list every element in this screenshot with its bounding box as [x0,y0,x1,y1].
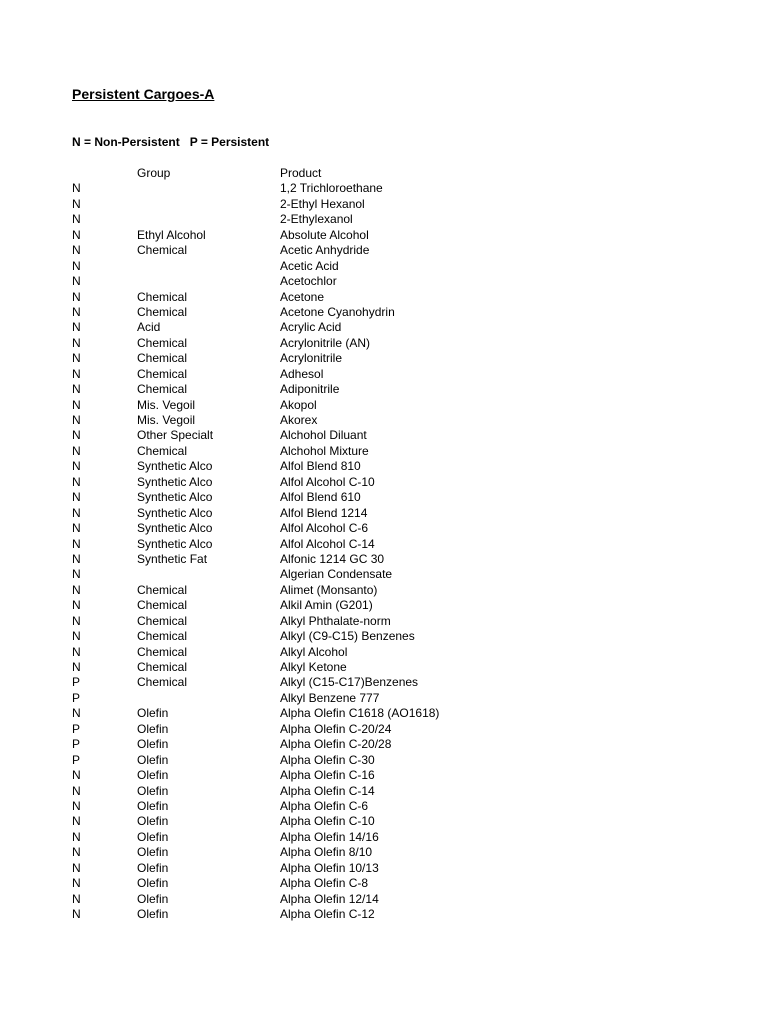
cell-product: Acetic Acid [280,258,339,273]
table-header-row [72,166,692,181]
cell-code: N [72,351,81,366]
cell-code: N [72,891,81,906]
cell-group: Olefin [137,768,169,783]
cell-product: Alpha Olefin C-8 [280,876,369,891]
table-row [72,876,692,891]
cell-code: N [72,629,81,644]
cell-product: 2-Ethylexanol [280,212,353,227]
cell-product: Alpha Olefin 12/14 [280,891,379,906]
table-row [72,892,692,907]
cell-code: N [72,227,81,242]
cell-product: Alpha Olefin C-20/28 [280,737,392,752]
cell-code: N [72,212,81,227]
cell-group: Olefin [137,798,169,813]
cell-group: Olefin [137,860,169,875]
cell-group: Synthetic Alco [137,490,213,505]
cell-product: Alkyl Benzene 777 [280,690,380,705]
cell-code: N [72,829,81,844]
cell-group: Chemical [137,351,188,366]
cell-group: Olefin [137,721,169,736]
table-row [72,567,692,582]
cell-product: Alpha Olefin C-6 [280,798,369,813]
cell-group: Olefin [137,752,169,767]
cell-code: N [72,397,81,412]
cell-code: N [72,335,81,350]
cell-group: Olefin [137,737,169,752]
header-group: Group [137,166,171,180]
cell-group: Acid [137,320,161,335]
cell-group: Chemical [137,243,188,258]
table-row [72,629,692,644]
table-row [72,784,692,799]
cell-code: N [72,428,81,443]
cell-product: Alpha Olefin C-20/24 [280,721,392,736]
cell-code: N [72,783,81,798]
table-row [72,444,692,459]
table-row [72,243,692,258]
cell-code: N [72,876,81,891]
cell-group: Synthetic Alco [137,474,213,489]
table-row [72,228,692,243]
table-row [72,490,692,505]
table-row [72,274,692,289]
cell-group: Chemical [137,582,188,597]
table-row [72,413,692,428]
table-row [72,691,692,706]
cell-product: 2-Ethyl Hexanol [280,196,365,211]
cell-code: N [72,443,81,458]
table-row [72,181,692,196]
cell-product: Alfol Blend 1214 [280,505,368,520]
cell-code: N [72,907,81,921]
table-row [72,799,692,814]
cell-group: Olefin [137,907,169,921]
table-row [72,212,692,227]
cell-code: P [72,675,81,690]
table-row [72,398,692,413]
table-row [72,614,692,629]
header-product: Product [280,166,322,180]
cell-group: Chemical [137,382,188,397]
cell-code: N [72,474,81,489]
cell-code: N [72,196,81,211]
cell-group: Olefin [137,706,169,721]
table-row [72,290,692,305]
cell-product: Alpha Olefin 10/13 [280,860,379,875]
cell-code: N [72,490,81,505]
cell-group: Other Specialt [137,428,214,443]
table-row [72,675,692,690]
table-row [72,367,692,382]
cell-product: Alfol Alcohol C-10 [280,474,375,489]
table-row [72,722,692,737]
cell-product: Acrylonitrile [280,351,343,366]
cell-code: N [72,505,81,520]
cell-code: N [72,814,81,829]
cell-code: N [72,320,81,335]
cell-group: Olefin [137,814,169,829]
cell-code: N [72,459,81,474]
table-row [72,506,692,521]
cell-code: N [72,536,81,551]
cell-group: Synthetic Alco [137,521,213,536]
table-row [72,521,692,536]
table-row [72,305,692,320]
table-row [72,259,692,274]
legend-text: N = Non-Persistent P = Persistent [72,135,270,149]
cell-group: Chemical [137,335,188,350]
cell-code: N [72,644,81,659]
cell-product: Alpha Olefin C-10 [280,814,375,829]
cell-code: N [72,181,81,196]
cell-group: Synthetic Fat [137,551,208,566]
cell-product: Alkyl Ketone [280,660,347,674]
table-row [72,907,692,922]
table-row [72,845,692,860]
cell-group: Mis. Vegoil [137,413,196,427]
cell-product: Alkyl Phthalate-norm [280,613,391,628]
cell-product: 1,2 Trichloroethane [280,181,383,196]
cell-code: N [72,382,81,397]
cell-code: N [72,366,81,381]
table-row [72,537,692,552]
cell-group: Chemical [137,613,188,628]
cargo-table [72,166,692,922]
cell-code: N [72,660,81,674]
cell-product: Adiponitrile [280,382,340,397]
cell-product: Alpha Olefin C-12 [280,907,375,921]
cell-code: N [72,304,81,319]
table-row [72,552,692,567]
cell-product: Alfol Alcohol C-14 [280,536,375,551]
cell-code: N [72,860,81,875]
cell-group: Chemical [137,289,188,304]
cell-group: Synthetic Alco [137,536,213,551]
table-row [72,197,692,212]
cell-product: Alkil Amin (G201) [280,598,373,613]
table-row [72,830,692,845]
cell-product: Acrylonitrile (AN) [280,335,371,350]
cell-group: Chemical [137,304,188,319]
cell-group: Chemical [137,629,188,644]
cell-code: N [72,243,81,258]
cell-group: Olefin [137,829,169,844]
cell-code: N [72,567,81,582]
cell-product: Acetone [280,289,325,304]
cell-product: Akorex [280,413,318,427]
cell-code: N [72,274,81,289]
cell-group: Mis. Vegoil [137,397,196,412]
cell-code: N [72,413,81,427]
page-title: Persistent Cargoes-A [72,86,215,102]
table-row [72,583,692,598]
table-row [72,598,692,613]
cell-product: Alpha Olefin 14/16 [280,829,379,844]
cell-group: Chemical [137,675,188,690]
table-row [72,814,692,829]
table-row [72,351,692,366]
cell-product: Algerian Condensate [280,567,393,582]
cell-product: Adhesol [280,366,324,381]
cell-product: Alfonic 1214 GC 30 [280,551,385,566]
cell-code: N [72,845,81,860]
cell-group: Synthetic Alco [137,505,213,520]
table-row [72,320,692,335]
cell-code: N [72,551,81,566]
cell-code: P [72,690,81,705]
cell-code: N [72,768,81,783]
cell-product: Alchohol Diluant [280,428,367,443]
table-row [72,753,692,768]
cell-code: N [72,598,81,613]
cell-code: N [72,613,81,628]
cell-product: Alfol Alcohol C-6 [280,521,369,536]
table-row [72,428,692,443]
cell-product: Acetone Cyanohydrin [280,304,395,319]
table-row [72,660,692,675]
cell-product: Acrylic Acid [280,320,342,335]
cell-group: Olefin [137,876,169,891]
cell-product: Alpha Olefin C-30 [280,752,375,767]
cell-product: Alpha Olefin C1618 (AO1618) [280,706,440,721]
table-row [72,382,692,397]
cell-group: Chemical [137,660,188,674]
cell-group: Synthetic Alco [137,459,213,474]
cell-product: Alpha Olefin 8/10 [280,845,373,860]
cell-product: Akopol [280,397,317,412]
table-row [72,706,692,721]
cell-code: P [72,737,81,752]
cell-code: P [72,752,81,767]
cell-code: P [72,721,81,736]
cell-code: N [72,521,81,536]
cell-product: Absolute Alcohol [280,227,369,242]
cell-code: N [72,582,81,597]
cell-group: Chemical [137,644,188,659]
table-row [72,861,692,876]
table-row [72,645,692,660]
table-row [72,768,692,783]
cell-product: Alfol Blend 810 [280,459,361,474]
cell-product: Alkyl Alcohol [280,644,348,659]
cell-code: N [72,289,81,304]
table-row [72,336,692,351]
cell-product: Alimet (Monsanto) [280,582,378,597]
cell-group: Chemical [137,366,188,381]
table-row [72,459,692,474]
cell-group: Olefin [137,783,169,798]
cell-product: Alkyl (C15-C17)Benzenes [280,675,419,690]
cell-code: N [72,258,81,273]
cell-product: Alpha Olefin C-14 [280,783,375,798]
cell-code: N [72,706,81,721]
cell-group: Olefin [137,891,169,906]
cell-product: Acetochlor [280,274,337,289]
cell-group: Chemical [137,598,188,613]
cell-code: N [72,798,81,813]
cell-group: Ethyl Alcohol [137,227,206,242]
cell-product: Alpha Olefin C-16 [280,768,375,783]
cell-product: Alchohol Mixture [280,443,369,458]
cell-product: Acetic Anhydride [280,243,370,258]
cell-group: Olefin [137,845,169,860]
table-row [72,475,692,490]
cell-product: Alkyl (C9-C15) Benzenes [280,629,415,644]
table-row [72,737,692,752]
cell-group: Chemical [137,443,188,458]
cell-product: Alfol Blend 610 [280,490,361,505]
